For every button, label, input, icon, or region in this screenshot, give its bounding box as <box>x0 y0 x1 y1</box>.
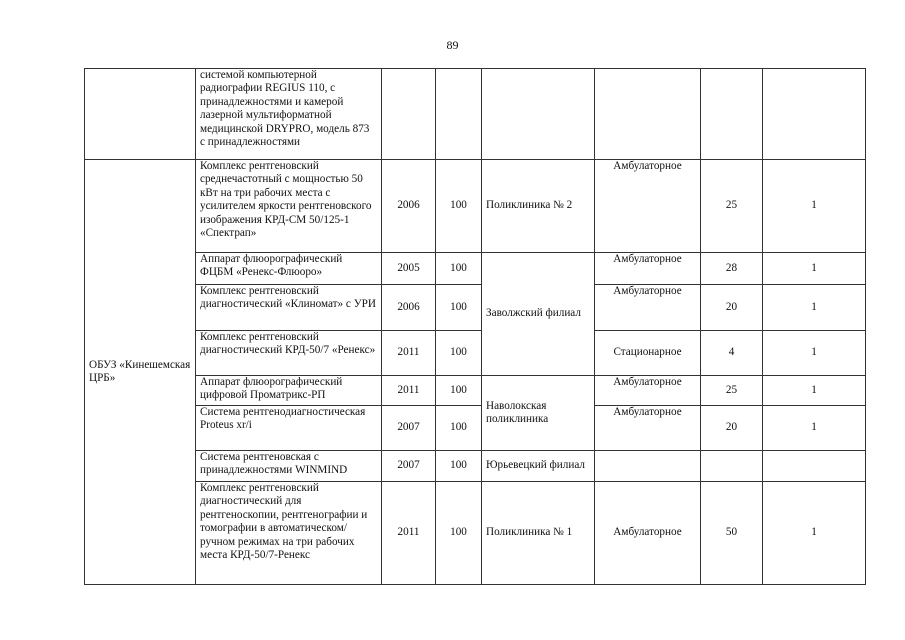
wear-cell <box>436 69 482 160</box>
load-cell: 28 <box>701 253 763 285</box>
year-cell: 2006 <box>382 285 436 331</box>
type-cell <box>595 69 701 160</box>
wear-cell: 100 <box>436 376 482 406</box>
count-cell <box>763 451 866 482</box>
wear-cell: 100 <box>436 482 482 585</box>
type-cell: Амбулаторное <box>595 376 701 406</box>
table-row <box>85 376 866 406</box>
place-cell: Юрьевецкий филиал <box>482 451 595 482</box>
table-row <box>85 406 866 451</box>
type-cell: Амбулаторное <box>595 482 701 585</box>
wear-cell: 100 <box>436 285 482 331</box>
table-row <box>85 482 866 585</box>
type-cell <box>595 451 701 482</box>
count-cell: 1 <box>763 253 866 285</box>
page-number: 89 <box>446 38 459 52</box>
type-cell: Амбулаторное <box>595 160 701 253</box>
type-cell: Амбулаторное <box>595 406 701 451</box>
wear-cell: 100 <box>436 451 482 482</box>
count-cell: 1 <box>763 285 866 331</box>
wear-cell: 100 <box>436 253 482 285</box>
load-cell: 25 <box>701 376 763 406</box>
place-cell: Поликлиника № 2 <box>482 160 595 253</box>
year-cell: 2005 <box>382 253 436 285</box>
equipment-name: Комплекс рентгеновский диагностический «Клиномат» с УРИ <box>196 285 382 331</box>
type-cell: Амбулаторное <box>595 285 701 331</box>
equipment-name: Комплекс рентгеновский среднечастотный с мощностью 50 кВт на три рабочих места с усилителем яркости рентгеновского изображения КРД-СМ 50/125-1 «Спектрап» <box>196 160 382 253</box>
wear-cell: 100 <box>436 160 482 253</box>
equipment-name: Комплекс рентгеновский диагностический КРД-50/7 «Ренекс» <box>196 331 382 376</box>
equipment-name: Система рентгенодиагностическая Proteus xr/i <box>196 406 382 451</box>
count-cell: 1 <box>763 406 866 451</box>
year-cell <box>382 69 436 160</box>
equipment-name: Система рентгеновская с принадлежностями WINMIND <box>196 451 382 482</box>
load-cell: 4 <box>701 331 763 376</box>
load-cell: 20 <box>701 285 763 331</box>
table-row <box>85 160 866 253</box>
equipment-name: Аппарат флюорографический цифровой Проматрикс-РП <box>196 376 382 406</box>
count-cell: 1 <box>763 376 866 406</box>
table-row <box>85 451 866 482</box>
load-cell: 50 <box>701 482 763 585</box>
place-cell: Заволжский филиал <box>482 253 595 376</box>
load-cell <box>701 451 763 482</box>
count-cell: 1 <box>763 160 866 253</box>
place-cell: Наволокская поликлиника <box>482 376 595 451</box>
year-cell: 2007 <box>382 451 436 482</box>
count-cell: 1 <box>763 482 866 585</box>
load-cell: 20 <box>701 406 763 451</box>
org-cell-empty <box>85 69 196 160</box>
equipment-table <box>84 68 866 585</box>
table-row <box>85 253 866 285</box>
organization-cell: ОБУЗ «Кинешемская ЦРБ» <box>85 160 196 585</box>
year-cell: 2011 <box>382 376 436 406</box>
table-row <box>85 331 866 376</box>
table-row <box>85 69 866 160</box>
load-cell <box>701 69 763 160</box>
place-cell <box>482 69 595 160</box>
load-cell: 25 <box>701 160 763 253</box>
table-row <box>85 285 866 331</box>
place-cell: Поликлиника № 1 <box>482 482 595 585</box>
count-cell <box>763 69 866 160</box>
year-cell: 2011 <box>382 331 436 376</box>
type-cell: Стационарное <box>595 331 701 376</box>
year-cell: 2006 <box>382 160 436 253</box>
equipment-name: Аппарат флюорографический ФЦБМ «Ренекс-Флюоро» <box>196 253 382 285</box>
wear-cell: 100 <box>436 331 482 376</box>
year-cell: 2007 <box>382 406 436 451</box>
equipment-name: Комплекс рентгеновский диагностический для рентгеноскопии, рентгенографии и томографии в автоматическом/ручном режимах на три рабочих места КРД-50/7-Ренекс <box>196 482 382 585</box>
type-cell: Амбулаторное <box>595 253 701 285</box>
wear-cell: 100 <box>436 406 482 451</box>
equipment-name: системой компьютерной радиографии REGIUS 110, с принадлежностями и камерой лазерной мультиформатной медицинской DRYPRO, модель 873 с принадлежностями <box>196 69 382 160</box>
count-cell: 1 <box>763 331 866 376</box>
year-cell: 2011 <box>382 482 436 585</box>
